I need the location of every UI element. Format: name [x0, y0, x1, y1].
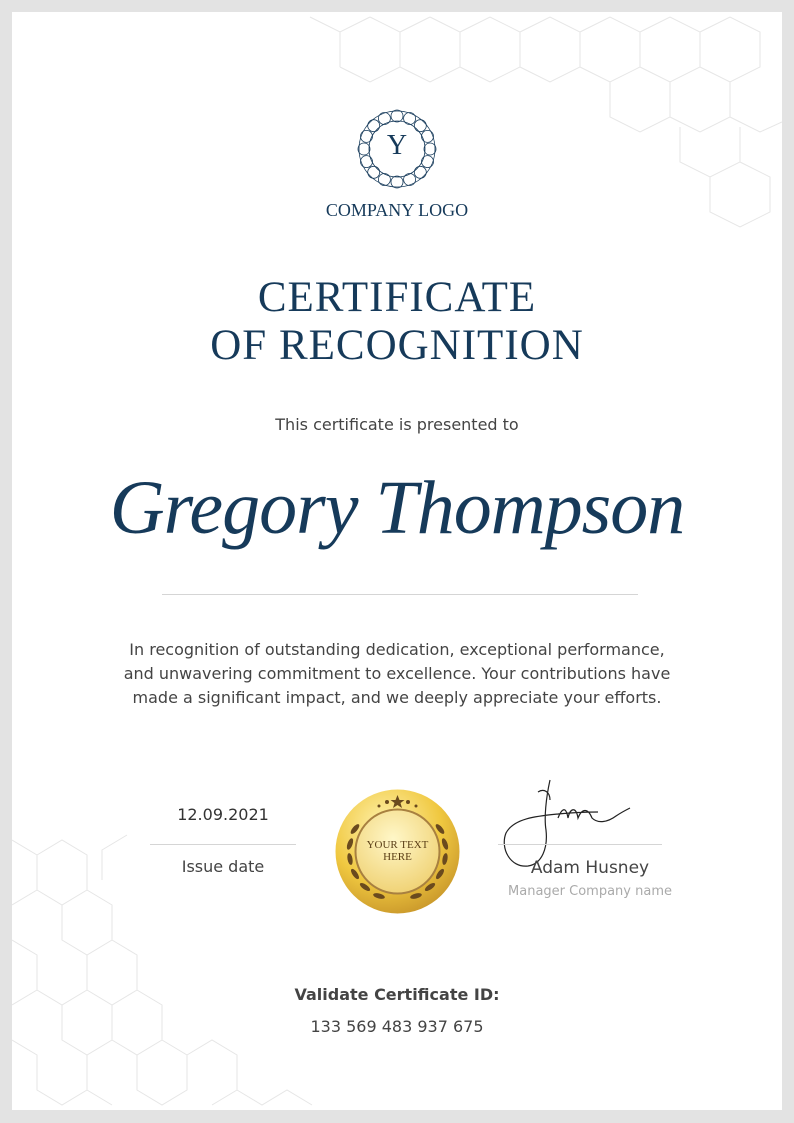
seal-text — [335, 839, 460, 863]
certificate-title — [0, 274, 794, 370]
issue-date-label: Issue date — [181, 857, 265, 876]
name-underline — [162, 594, 638, 595]
seal-text-line-1: YOUR TEXT — [366, 839, 429, 851]
issue-date-value: 12.09.2021 — [177, 805, 269, 824]
signer-name: Adam Husney — [530, 858, 650, 878]
recipient-name: Gregory Thompson — [109, 466, 685, 550]
seal-text-line-2: HERE — [383, 851, 412, 863]
signer-title: Manager Company name — [508, 884, 672, 899]
recognition-message: In recognition of outstanding dedication, exceptional performance, and unwavering commitment to excellence. Your contributions have made a significant impact, and we deeply appreciate your efforts. — [123, 640, 671, 707]
validate-label: Validate Certificate ID: — [294, 985, 500, 1004]
company-logo-label: COMPANY LOGO — [325, 200, 469, 220]
signature-line — [498, 844, 662, 845]
issue-date-line — [150, 844, 296, 845]
presented-to-text: This certificate is presented to — [275, 415, 519, 434]
title-line-1: CERTIFICATE — [257, 274, 537, 321]
signature — [498, 778, 668, 870]
certificate-id: 133 569 483 937 675 — [310, 1017, 484, 1036]
logo-letter: Y — [386, 130, 408, 161]
title-line-2: OF RECOGNITION — [210, 322, 584, 369]
